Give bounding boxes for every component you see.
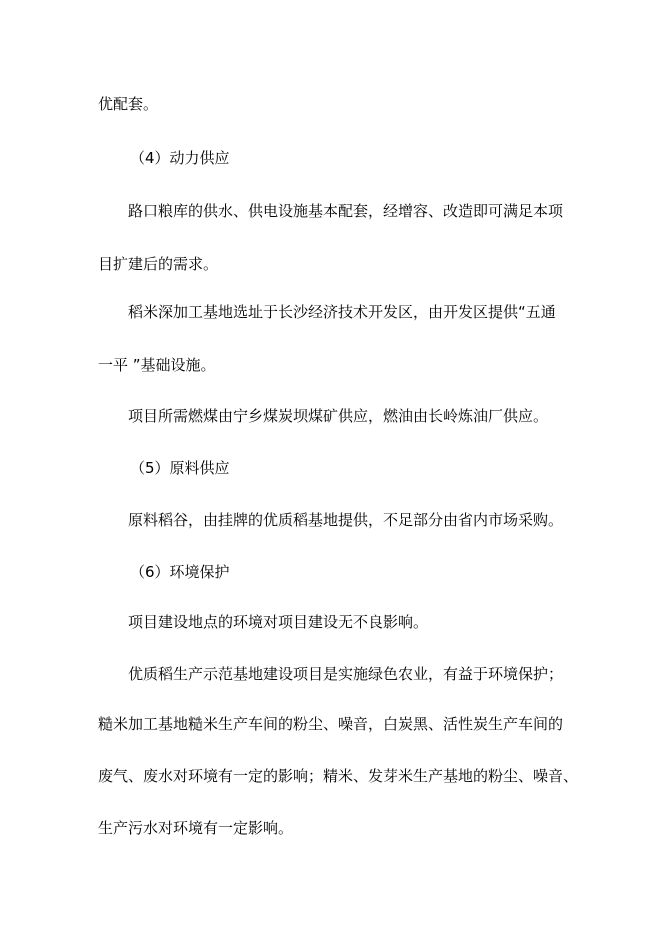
- paragraph-line: 生产污水对环境有一定影响。: [98, 819, 294, 837]
- section-heading: （4）动力供应: [130, 149, 230, 167]
- paragraph-line: 糙米加工基地糙米生产车间的粉尘、噪音，白炭黑、活性炭生产车间的: [98, 715, 564, 733]
- paragraph-line: 稻米深加工基地选址于长沙经济技术开发区，由开发区提供“五通: [128, 303, 556, 321]
- paragraph-line: 优质稻生产示范基地建设项目是实施绿色农业，有益于环境保护；: [128, 665, 564, 683]
- paragraph-line: 原料稻谷，由挂牌的优质稻基地提供，不足部分由省内市场采购。: [128, 511, 564, 529]
- paragraph-line: 废气、废水对环境有一定的影响；精米、发芽米生产基地的粉尘、噪音、: [98, 767, 579, 785]
- paragraph-line: 项目所需燃煤由宁乡煤炭坝煤矿供应，燃油由长岭炼油厂供应。: [128, 407, 549, 425]
- paragraph-line: 目扩建后的需求。: [98, 255, 219, 273]
- section-heading: （5）原料供应: [130, 459, 230, 477]
- paragraph-line: 优配套。: [98, 95, 159, 113]
- paragraph-line: 路口粮库的供水、供电设施基本配套，经增容、改造即可满足本项: [128, 202, 564, 220]
- paragraph-line: 一平 ”基础设施。: [98, 356, 216, 374]
- section-heading: （6）环境保护: [130, 563, 230, 581]
- paragraph-line: 项目建设地点的环境对项目建设无不良影响。: [128, 613, 429, 631]
